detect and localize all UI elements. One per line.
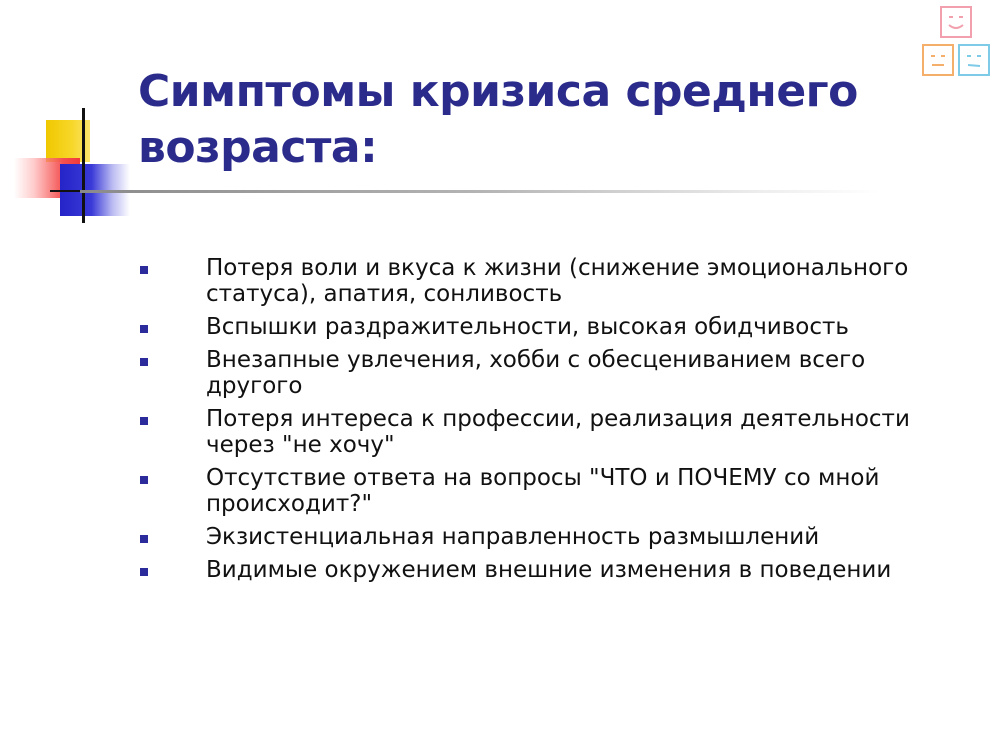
- bullet-square-icon: [140, 325, 148, 333]
- list-item-text: Отсутствие ответа на вопросы "ЧТО и ПОЧЕМУ со мной происходит?": [206, 465, 880, 517]
- symptom-list: [138, 255, 968, 590]
- list-item-text: Потеря интереса к профессии, реализация деятельности через "не хочу": [206, 406, 910, 458]
- list-item-text: Экзистенциальная направленность размышлений: [206, 524, 820, 550]
- list-item-text: Потеря воли и вкуса к жизни (снижение эмоционального статуса), апатия, сонливость: [206, 255, 909, 307]
- crosshair-vertical-line: [82, 108, 85, 223]
- list-item: [138, 524, 968, 550]
- bullet-square-icon: [140, 417, 148, 425]
- color-blocks-crosshair-icon: [0, 0, 140, 230]
- title-divider: [80, 190, 880, 193]
- bullet-square-icon: [140, 568, 148, 576]
- list-item: [138, 557, 968, 583]
- list-item: [138, 347, 968, 399]
- list-item-text: Видимые окружением внешние изменения в поведении: [206, 557, 892, 583]
- bullet-square-icon: [140, 358, 148, 366]
- smiley-face-icon: [940, 6, 972, 38]
- list-item: [138, 406, 968, 458]
- list-item: [138, 465, 968, 517]
- bullet-square-icon: [140, 476, 148, 484]
- list-item: [138, 314, 968, 340]
- bullet-square-icon: [140, 266, 148, 274]
- slide-title: Симптомы кризиса среднего возраста:: [138, 66, 858, 173]
- list-item-text: Внезапные увлечения, хобби с обесцениванием всего другого: [206, 347, 866, 399]
- list-item-text: Вспышки раздражительности, высокая обидчивость: [206, 314, 849, 340]
- list-item: [138, 255, 968, 307]
- neutral-face-icon: [958, 44, 990, 76]
- bullet-square-icon: [140, 535, 148, 543]
